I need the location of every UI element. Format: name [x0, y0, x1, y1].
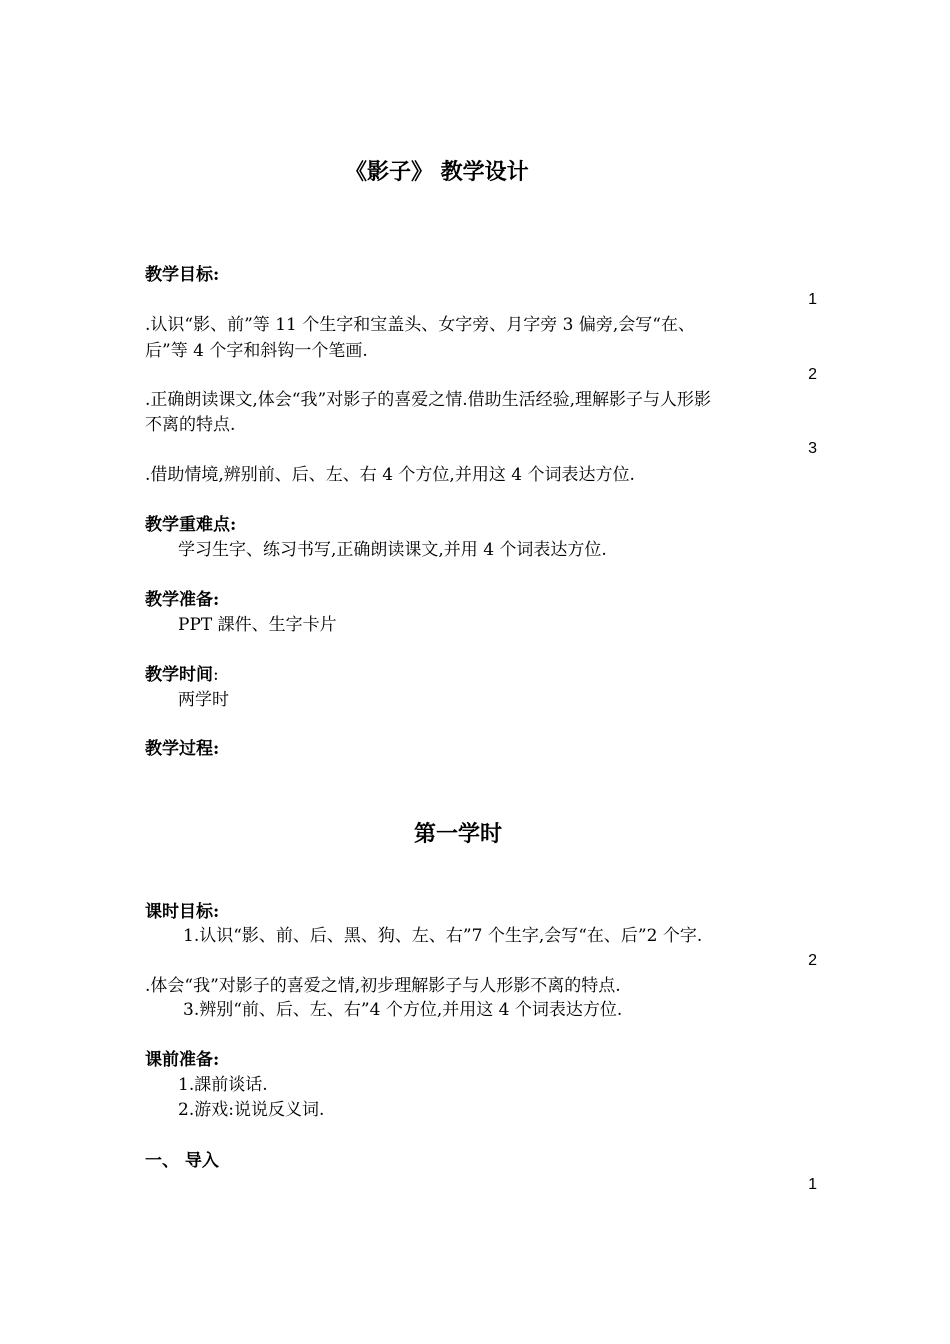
goal-1-number: 1 [808, 291, 817, 308]
goals-heading: 教学目标: [145, 265, 220, 285]
time-text: 两学时 [178, 690, 229, 710]
lesson-goals-heading: 课时目标: [145, 902, 220, 922]
time-heading: 教学时间 [145, 665, 213, 685]
goal-1-line-2: 后”等 4 个字和斜钩一个笔画. [145, 341, 368, 361]
preparation-text: PPT 課件、生字卡片 [178, 615, 337, 635]
process-heading: 教学过程: [145, 739, 220, 759]
time-heading-row [145, 664, 219, 686]
lesson-prep-heading: 课前准备: [145, 1050, 220, 1070]
goal-3-number: 3 [808, 440, 817, 457]
preparation-heading: 教学准备: [145, 590, 220, 610]
lesson-prep-1: 1.課前谈话. [178, 1075, 268, 1095]
section-1-number: 1 [808, 1176, 817, 1193]
goal-1-line-1: .认识“影、前”等 11 个生字和宝盖头、女字旁、月字旁 3 偏旁,会写“在、 [145, 315, 695, 335]
lesson-goal-3: 3.辨别“前、后、左、右”4 个方位,并用这 4 个词表达方位. [183, 1000, 623, 1020]
lesson-1-title: 第一学时 [414, 821, 503, 847]
document-title: 《影子》 教学设计 [345, 159, 529, 185]
goal-3-line-1: .借助情境,辨别前、后、左、右 4 个方位,并用这 4 个词表达方位. [145, 465, 635, 485]
time-heading-colon: : [213, 665, 219, 685]
goal-2-line-2: 不离的特点. [145, 415, 236, 435]
lesson-goal-2-number: 2 [808, 952, 817, 969]
lesson-prep-2: 2.游戏:说说反义词. [178, 1100, 325, 1120]
key-points-heading: 教学重难点: [145, 515, 237, 535]
section-1-heading: 一、 导入 [145, 1151, 219, 1171]
lesson-goal-1: 1.认识“影、前、后、黑、狗、左、右”7 个生字,会写“在、后”2 个字. [183, 926, 703, 946]
goal-2-line-1: .正确朗读课文,体会“我”对影子的喜爱之情.借助生活经验,理解影子与人形影 [145, 390, 711, 410]
lesson-goal-2: .体会“我”对影子的喜爱之情,初步理解影子与人形影不离的特点. [145, 976, 621, 996]
goal-2-number: 2 [808, 366, 817, 383]
key-points-text: 学习生字、练习书写,正确朗读课文,并用 4 个词表达方位. [178, 540, 607, 560]
